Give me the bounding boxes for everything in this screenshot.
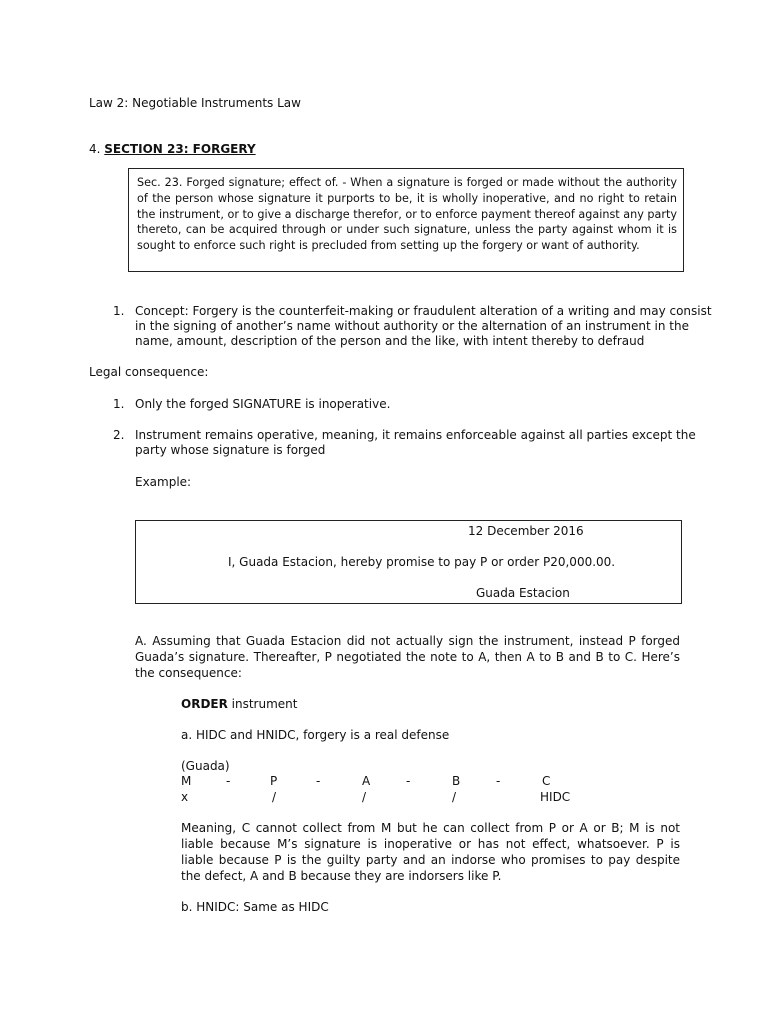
chain-party-a: A bbox=[362, 774, 371, 788]
chain-dash-1: - bbox=[226, 774, 231, 788]
chain-dash-2: - bbox=[316, 774, 321, 788]
note-date: 12 December 2016 bbox=[468, 524, 584, 538]
point-a: a. HIDC and HNIDC, forgery is a real defense bbox=[181, 728, 450, 742]
order-label: ORDER bbox=[181, 697, 228, 711]
document-header: Law 2: Negotiable Instruments Law bbox=[89, 96, 301, 110]
section-title: SECTION 23: FORGERY bbox=[104, 142, 256, 156]
order-instrument-line bbox=[181, 696, 297, 712]
concept-line-3: name, amount, description of the person and the like, with intent thereby to defraud bbox=[135, 334, 645, 348]
chain-mark-b: / bbox=[452, 790, 457, 804]
concept-line-1: Concept: Forgery is the counterfeit-making or fraudulent alteration of a writing and may consist bbox=[135, 304, 712, 318]
order-rest: instrument bbox=[227, 697, 298, 711]
meaning-paragraph: Meaning, C cannot collect from M but he can collect from P or A or B; M is not liable because M’s signature is inoperative or has not effect, whatsoever. P is liable because P is the guilty party and an indorse who promises to pay despite the defect, A and B because they are indorsers like P. bbox=[181, 821, 680, 883]
chain-mark-m: x bbox=[181, 790, 189, 804]
promissory-note-box bbox=[135, 520, 682, 604]
point-b: b. HNIDC: Same as HIDC bbox=[181, 900, 329, 914]
scenario-paragraph: A. Assuming that Guada Estacion did not actually sign the instrument, instead P forged Guada’s signature. Thereafter, P negotiated the note to A, then A to B and B to C. Here’s the consequence: bbox=[135, 634, 680, 680]
chain-dash-4: - bbox=[496, 774, 501, 788]
chain-party-p: P bbox=[270, 774, 278, 788]
statute-box bbox=[128, 168, 684, 272]
section-heading bbox=[89, 141, 256, 157]
consequence-1-number: 1. bbox=[113, 397, 125, 411]
chain-dash-3: - bbox=[406, 774, 411, 788]
consequence-2-line-1: Instrument remains operative, meaning, it remains enforceable against all parties except the bbox=[135, 428, 696, 442]
chain-party-c: C bbox=[542, 774, 551, 788]
example-label: Example: bbox=[135, 475, 192, 489]
chain-party-m: M bbox=[181, 774, 192, 788]
chain-mark-a: / bbox=[362, 790, 367, 804]
statute-text: Sec. 23. Forged signature; effect of. - When a signature is forged or made without the authority of the person whose signature it purports to be, it is wholly inoperative, and no right to retain the instrument, or to give a discharge therefor, or to enforce payment thereof against any party thereto, can be acquired through or under such signature, unless the party against whom it is sought to enforce such right is precluded from setting up the forgery or want of authority. bbox=[137, 176, 677, 253]
chain-mark-p: / bbox=[272, 790, 277, 804]
chain-party-b: B bbox=[452, 774, 461, 788]
note-signature: Guada Estacion bbox=[476, 586, 570, 600]
consequence-2-line-2: party whose signature is forged bbox=[135, 443, 326, 457]
chain-mark-c: HIDC bbox=[540, 790, 571, 804]
note-promise: I, Guada Estacion, hereby promise to pay P or order P20,000.00. bbox=[228, 555, 616, 569]
consequence-1-text: Only the forged SIGNATURE is inoperative. bbox=[135, 397, 391, 411]
concept-number: 1. bbox=[113, 304, 125, 318]
legal-consequence-heading: Legal consequence: bbox=[89, 365, 209, 379]
chain-label: (Guada) bbox=[181, 759, 230, 773]
consequence-2-number: 2. bbox=[113, 428, 125, 442]
section-number: 4. bbox=[89, 142, 101, 156]
concept-line-2: in the signing of another’s name without authority or the alternation of an instrument in the bbox=[135, 319, 689, 333]
